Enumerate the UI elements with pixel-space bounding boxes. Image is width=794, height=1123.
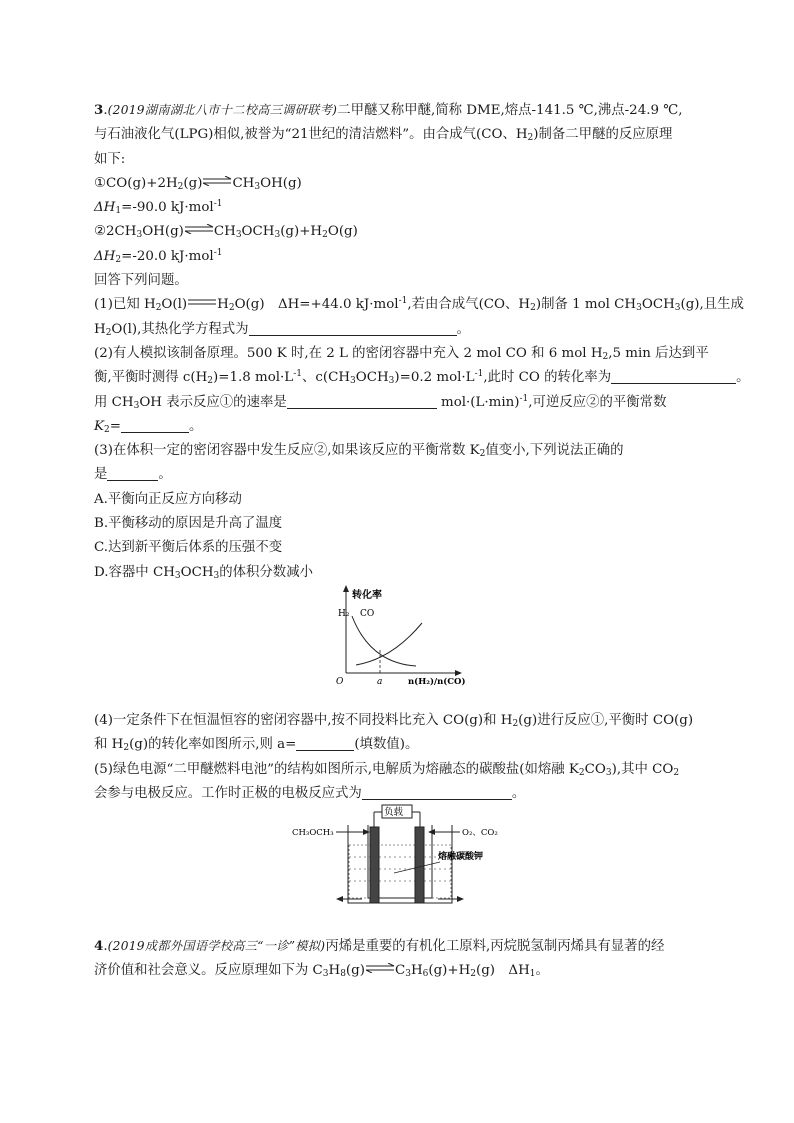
intro-text: 二甲醚又称甲醚,简称 DME,熔点-141.5 ℃,沸点-24.9 ℃, bbox=[337, 103, 683, 118]
question-source: (2019成都外国语学校高三“一诊”模拟) bbox=[107, 939, 326, 953]
part-1-line-1 bbox=[94, 293, 744, 317]
subscript: 3 bbox=[274, 230, 281, 241]
equilibrium-arrow-icon bbox=[184, 224, 214, 234]
fuel-cell-figure bbox=[290, 803, 512, 911]
answer-blank[interactable] bbox=[362, 785, 512, 800]
subscript: 2 bbox=[177, 181, 184, 192]
enthalpy-label: ΔH bbox=[94, 200, 116, 216]
h2-curve bbox=[352, 616, 416, 666]
equilibrium-arrow-icon bbox=[365, 963, 395, 973]
outer-vessel bbox=[348, 825, 452, 903]
subscript: 2 bbox=[512, 718, 519, 729]
text: 会参与电极反应。工作时正极的电极反应式为 bbox=[94, 785, 362, 801]
fuel-cell-diagram bbox=[290, 803, 512, 907]
text: OCH bbox=[355, 370, 389, 386]
text: 是 bbox=[94, 467, 108, 483]
option-a-text: A.平衡向正反应方向移动 bbox=[94, 491, 242, 507]
origin-label: O bbox=[336, 677, 344, 687]
reaction-2-right-d: O(g) bbox=[327, 224, 358, 240]
subscript: 2 bbox=[155, 303, 162, 314]
enthalpy-value: =-90.0 kJ·mol bbox=[121, 200, 214, 216]
text: CO bbox=[584, 761, 606, 777]
text: 和 H bbox=[94, 737, 124, 753]
superscript: -1 bbox=[398, 296, 408, 307]
reaction-1-left: ①CO(g)+2H bbox=[94, 175, 178, 191]
conversion-rate-figure bbox=[330, 583, 470, 693]
subscript: 3 bbox=[136, 230, 143, 241]
intro-line-3 bbox=[94, 148, 704, 172]
text: ,可逆反应②的平衡常数 bbox=[528, 394, 667, 410]
text: O(g) ΔH=+44.0 kJ·mol bbox=[234, 297, 399, 313]
text: 。 bbox=[188, 418, 203, 434]
answer-blank[interactable] bbox=[611, 369, 736, 384]
equal-sign-icon bbox=[187, 297, 217, 307]
subscript: 6 bbox=[422, 969, 429, 980]
superscript: -1 bbox=[474, 369, 484, 380]
answer-prompt bbox=[94, 269, 704, 293]
subscript: 2 bbox=[673, 767, 680, 778]
text: (g)进行反应①,平衡时 CO(g) bbox=[518, 712, 694, 728]
part-2-line-1 bbox=[94, 342, 709, 366]
text: 。 bbox=[511, 785, 526, 801]
anode-feed-label: CH₃OCH₃ bbox=[292, 828, 334, 838]
co-curve-label: CO bbox=[360, 609, 375, 619]
text: 。 bbox=[456, 321, 470, 337]
text: (2)有人模拟该制备原理。500 K 时,在 2 L 的密闭容器中充入 2 mol CO 和 6 mol H bbox=[94, 345, 603, 361]
electrolyte-label: 熔融碳酸钾 bbox=[438, 852, 484, 862]
subscript: 2 bbox=[104, 424, 110, 435]
subscript: 2 bbox=[479, 449, 486, 460]
text: mol·(L·min) bbox=[436, 394, 520, 410]
text: (填数值)。 bbox=[354, 737, 419, 753]
reaction-2 bbox=[94, 220, 704, 244]
question-4 bbox=[94, 934, 704, 984]
text: 衡,平衡时测得 c(H bbox=[94, 370, 208, 386]
subscript: 2 bbox=[527, 133, 534, 144]
part-1-line-2 bbox=[94, 318, 704, 342]
q4-text: (g)+H bbox=[428, 963, 471, 979]
part-2-line-4 bbox=[94, 415, 704, 439]
text: (g),且生成 bbox=[680, 297, 744, 313]
text: O(l),其热化学方程式为 bbox=[111, 321, 249, 337]
text: )=1.8 mol·L bbox=[213, 370, 294, 386]
question-number: 3 bbox=[94, 102, 104, 118]
equilibrium-arrow-icon bbox=[202, 176, 232, 186]
subscript: 2 bbox=[322, 230, 328, 241]
answer-blank[interactable] bbox=[249, 321, 457, 336]
text: OCH bbox=[641, 297, 675, 313]
text: (4)一定条件下在恒温恒容的密闭容器中,按不同投料比充入 CO(g)和 H bbox=[94, 712, 513, 728]
subscript: 3 bbox=[350, 376, 356, 387]
text: (1)已知 H bbox=[94, 297, 156, 313]
text: 值变小,下列说法正确的 bbox=[485, 443, 624, 459]
subscript: 3 bbox=[674, 303, 681, 314]
subscript: 3 bbox=[133, 400, 140, 411]
cathode-feed-label: O₂、CO₂ bbox=[462, 828, 498, 838]
option-b-text: B.平衡移动的原因是升高了温度 bbox=[94, 516, 283, 532]
x-axis-arrow-icon bbox=[455, 670, 462, 676]
enthalpy-2 bbox=[94, 245, 704, 269]
part-4-line-2 bbox=[94, 733, 704, 757]
question-3 bbox=[94, 98, 750, 806]
outlet-right-arrow-icon bbox=[457, 896, 464, 902]
part-2-line-3 bbox=[94, 391, 704, 415]
text: ,5 min 后达到平 bbox=[608, 345, 709, 361]
text: H bbox=[94, 321, 106, 337]
reaction-2-right-c: (g)+H bbox=[280, 224, 323, 240]
text: 用 CH bbox=[94, 394, 134, 410]
y-axis-arrow-icon bbox=[343, 585, 349, 592]
q4-line-2 bbox=[94, 959, 704, 983]
text: ,若由合成气(CO、H bbox=[407, 297, 531, 313]
q4-text: 济价值和社会意义。反应原理如下为 C bbox=[94, 963, 323, 979]
intro-line-2 bbox=[94, 123, 704, 147]
subscript: 1 bbox=[529, 969, 536, 980]
subscript: 2 bbox=[578, 767, 585, 778]
subscript: 3 bbox=[636, 303, 642, 314]
reaction-1-right: CH bbox=[232, 175, 255, 191]
anode-electrode bbox=[370, 827, 379, 903]
text: = bbox=[109, 418, 121, 434]
option-d[interactable] bbox=[94, 561, 704, 585]
text: O(l) bbox=[161, 297, 188, 313]
subscript: 2 bbox=[228, 303, 235, 314]
text: OH 表示反应①的速率是 bbox=[139, 394, 287, 410]
q4-text: 丙烯是重要的有机化工原料,丙烷脱氢制丙烯具有显著的经 bbox=[325, 939, 665, 954]
text: )=0.2 mol·L bbox=[394, 370, 475, 386]
subscript: 2 bbox=[105, 327, 112, 338]
question-dot: . bbox=[103, 103, 108, 118]
q3-header-line bbox=[94, 98, 704, 123]
subscript: 8 bbox=[340, 969, 346, 980]
h2-curve-label: H₂ bbox=[338, 609, 350, 619]
text: 。 bbox=[736, 370, 750, 386]
part-5-line-1 bbox=[94, 758, 704, 782]
option-c-text: C.达到新平衡后体系的压强不变 bbox=[94, 540, 283, 556]
text: H bbox=[217, 297, 229, 313]
option-d-text: 的体积分数减小 bbox=[219, 564, 313, 580]
a-tick-label: a bbox=[377, 677, 383, 687]
inlet-left-arrow-icon bbox=[363, 829, 370, 835]
answer-blank[interactable] bbox=[121, 418, 189, 433]
part-4-line-1 bbox=[94, 709, 704, 733]
reaction-1 bbox=[94, 172, 704, 196]
answer-blank[interactable] bbox=[287, 394, 437, 409]
reaction-2-left: ②2CH bbox=[94, 224, 137, 240]
x-axis-label: n(H₂)/n(CO) bbox=[408, 677, 466, 687]
subscript: 1 bbox=[115, 206, 122, 217]
text: K bbox=[94, 418, 105, 434]
subscript: 3 bbox=[213, 570, 220, 581]
reaction-2-right-b: OCH bbox=[241, 224, 275, 240]
enthalpy-value: =-20.0 kJ·mol bbox=[121, 248, 214, 264]
text: (g)的转化率如图所示,则 a= bbox=[129, 737, 297, 753]
subscript: 3 bbox=[235, 230, 242, 241]
answer-prompt-text: 回答下列问题。 bbox=[94, 273, 188, 289]
part-3-line-2 bbox=[94, 463, 704, 487]
q4-text: C bbox=[394, 963, 406, 979]
reaction-2-left-b: OH(g) bbox=[142, 224, 184, 240]
text: 。 bbox=[158, 467, 172, 483]
superscript: -1 bbox=[213, 247, 223, 258]
subscript: 3 bbox=[388, 376, 395, 387]
q4-text: H bbox=[410, 963, 423, 979]
option-b[interactable] bbox=[94, 512, 704, 536]
subscript: 2 bbox=[530, 303, 536, 314]
text: 、c(CH bbox=[301, 370, 351, 386]
subscript: 2 bbox=[207, 376, 213, 387]
text: (5)绿色电源“二甲醚燃料电池”的结构如图所示,电解质为熔融态的碳酸盐(如熔融 K bbox=[94, 761, 579, 777]
text: ),其中 CO bbox=[611, 761, 674, 777]
superscript: -1 bbox=[293, 369, 302, 380]
answer-blank[interactable] bbox=[296, 736, 354, 751]
text: ,此时 CO 的转化率为 bbox=[483, 370, 612, 386]
subscript: 2 bbox=[123, 743, 130, 754]
option-a[interactable] bbox=[94, 488, 704, 512]
q4-header-line bbox=[94, 934, 704, 959]
subscript: 2 bbox=[115, 254, 122, 265]
subscript: 3 bbox=[322, 969, 329, 980]
q4-text: (g) bbox=[345, 963, 365, 979]
part-3-line-1 bbox=[94, 439, 704, 463]
reaction-1-right-b: OH(g) bbox=[260, 175, 302, 191]
load-label: 负载 bbox=[384, 807, 404, 818]
question-number: 4 bbox=[94, 938, 104, 954]
intro-text-2: 与石油液化气(LPG)相似,被誉为“21世纪的清洁燃料”。由合成气(CO、H bbox=[94, 127, 528, 143]
intro-text-3: 如下: bbox=[94, 151, 126, 167]
cathode-electrode bbox=[415, 827, 424, 903]
q4-text: (g) ΔH bbox=[476, 963, 530, 979]
enthalpy-1 bbox=[94, 196, 704, 220]
question-source: (2019湖南湖北八市十二校高三调研联考) bbox=[107, 103, 338, 117]
q4-text: H bbox=[328, 963, 341, 979]
text: )制备 1 mol CH bbox=[535, 297, 637, 313]
y-axis-label: 转化率 bbox=[352, 590, 382, 601]
question-dot: . bbox=[103, 939, 108, 954]
option-d-text: D.容器中 CH bbox=[94, 564, 175, 580]
subscript: 3 bbox=[254, 181, 261, 192]
answer-blank[interactable] bbox=[107, 466, 158, 481]
outlet-left-arrow-icon bbox=[336, 896, 343, 902]
subscript: 3 bbox=[405, 969, 411, 980]
q4-text: 。 bbox=[535, 963, 549, 979]
reaction-1-left-b: (g) bbox=[183, 175, 203, 191]
option-c[interactable] bbox=[94, 536, 704, 560]
superscript: -1 bbox=[519, 393, 529, 404]
subscript: 2 bbox=[602, 351, 609, 362]
subscript: 3 bbox=[174, 570, 181, 581]
option-d-text: OCH bbox=[180, 564, 214, 580]
text: (3)在体积一定的密闭容器中发生反应②,如果该反应的平衡常数 K bbox=[94, 443, 480, 459]
enthalpy-label: ΔH bbox=[94, 248, 116, 264]
part-2-line-2 bbox=[94, 366, 750, 390]
co-curve bbox=[356, 623, 422, 665]
reaction-2-right: CH bbox=[213, 224, 236, 240]
conversion-chart bbox=[330, 583, 470, 689]
intro-text-2b: )制备二甲醚的反应原理 bbox=[533, 127, 673, 143]
subscript: 2 bbox=[470, 969, 477, 980]
superscript: -1 bbox=[213, 199, 223, 210]
subscript: 3 bbox=[605, 767, 612, 778]
